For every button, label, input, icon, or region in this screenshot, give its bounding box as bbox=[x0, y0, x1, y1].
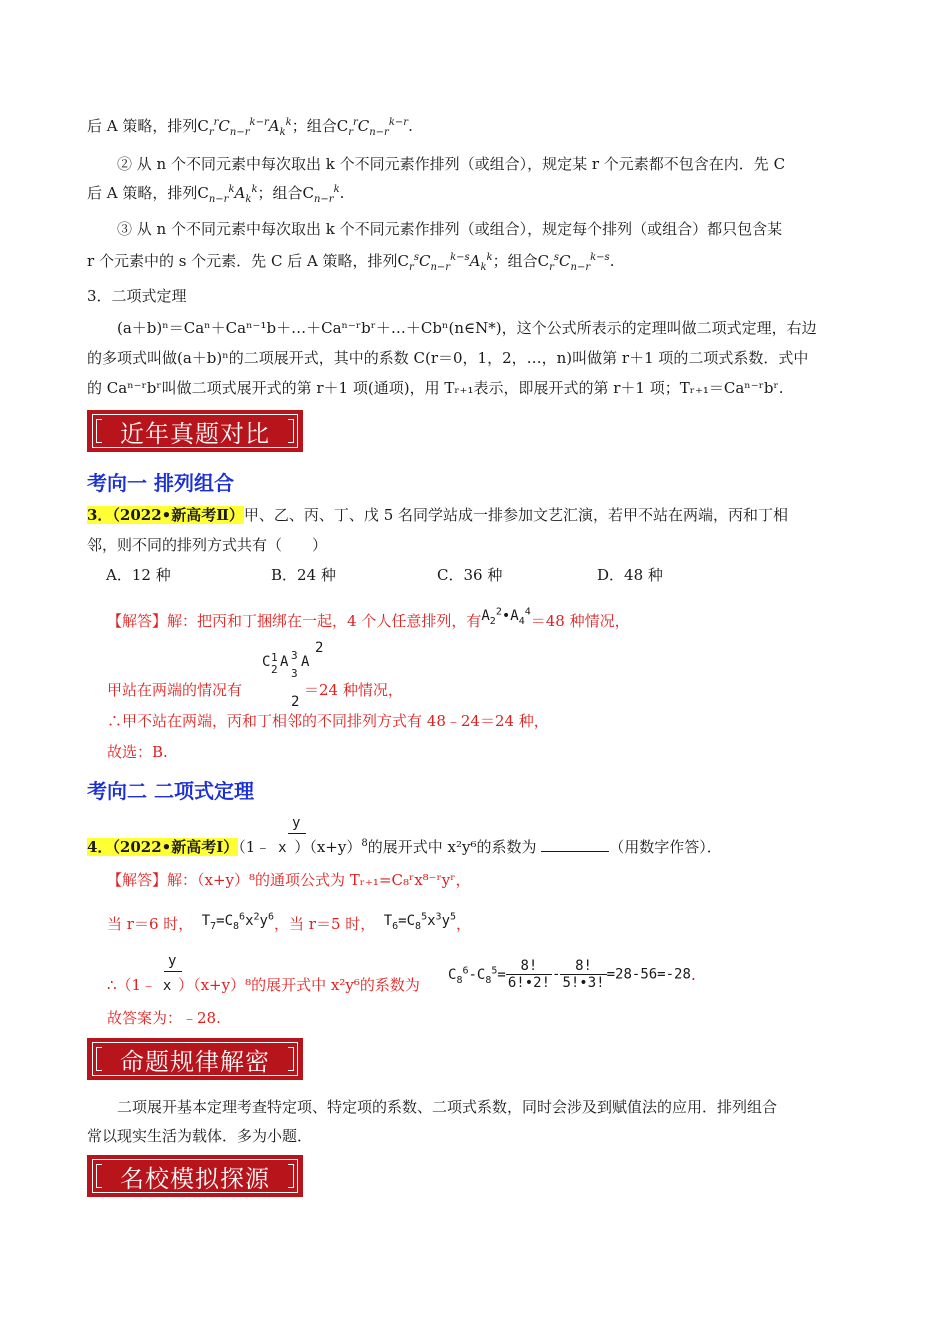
text-line: 的 Caⁿ⁻ʳbʳ叫做二项式展开式的第 r＋1 项(通项)，用 Tᵣ₊₁表示，即展开式的第 r＋1 项；Tᵣ₊₁＝Caⁿ⁻ʳbʳ. bbox=[87, 379, 784, 397]
direction-heading: 考向二 二项式定理 bbox=[87, 779, 254, 803]
question-4: 4．（2022•新高考Ⅰ）（1﹣ x ）$(x+y)^8$的展开式中 x²y⁶的系数为 （用数字作答）． bbox=[87, 838, 722, 856]
option-d: D．48 种 bbox=[597, 566, 663, 584]
answer-line: ∴（1﹣ x ）（x+y）⁸的展开式中 x²y⁶的系数为 bbox=[107, 976, 420, 994]
answer-line: 当 r＝6 时， $T_7=C_8^6x^2y^6$，当 r＝5 时， $T_6=C_8^5x^3y^5$， bbox=[107, 911, 472, 933]
text-line: 二项展开基本定理考查特定项、特定项的系数、二项式系数，同时会涉及到赋值法的应用．排列组合 bbox=[117, 1098, 778, 1116]
fraction-numerator: y bbox=[168, 953, 177, 969]
text-line: 邻，则不同的排列方式共有（ ） bbox=[87, 536, 328, 554]
banner-title: 近年真题对比 bbox=[120, 419, 270, 448]
text-line: (a＋b)ⁿ＝Caⁿ＋Caⁿ⁻¹b＋…＋Caⁿ⁻ʳbʳ＋…＋Cbⁿ(n∈N*)，这个公式所表示的定理叫做二项式定理，右边 bbox=[117, 319, 817, 337]
option-b: B．24 种 bbox=[271, 566, 336, 584]
banner-frame bbox=[92, 1159, 298, 1193]
text-line: ③ 从 n 个不同元素中每次取出 k 个不同元素作排列（或组合），规定每个排列（或组合）都只包含某 bbox=[117, 220, 783, 238]
answer-line: 【解答】解：（x+y）⁸的通项公式为 Tᵣ₊₁=C₈ʳx⁸⁻ʳyʳ， bbox=[107, 871, 471, 889]
text-line: ② 从 n 个不同元素中每次取出 k 个不同元素作排列（或组合），规定某 r 个元素都不包含在内．先 C bbox=[117, 155, 786, 173]
text-line: r 个元素中的 s 个元素．先 C 后 A 策略，排列$C_r^sC_{n-r}^{k-s}A_k^k$；组合$C_r^sC_{n-r}^{k-s}$. bbox=[87, 252, 615, 273]
direction-heading: 考向一 排列组合 bbox=[87, 471, 234, 495]
option-a: A．12 种 bbox=[106, 566, 171, 584]
formula-image: 2 C 1 2 A 3 3 A bbox=[262, 640, 324, 680]
question-tag: 4．（2022•新高考Ⅰ） bbox=[87, 838, 239, 856]
question-tag: 3．（2022•新高考Ⅱ） bbox=[87, 506, 244, 524]
formula-image: $C_8^6-C_8^5=$ $\frac{8!}{6!•2!}$ - $\frac{8!}{5!•3!}$ =28-56=-28. bbox=[448, 958, 696, 991]
fraction-bar bbox=[288, 833, 306, 834]
fraction-bar bbox=[164, 971, 182, 972]
answer-line: 故选：B. bbox=[107, 743, 168, 761]
banner-frame bbox=[92, 1042, 298, 1076]
section-banner bbox=[87, 1155, 303, 1197]
text-line: 常以现实生活为载体．多为小题． bbox=[87, 1127, 313, 1145]
option-c: C．36 种 bbox=[437, 566, 503, 584]
section-banner bbox=[87, 410, 303, 452]
banner-frame bbox=[92, 414, 298, 448]
banner-title: 名校模拟探源 bbox=[120, 1164, 270, 1193]
answer-line: ∴甲不站在两端，丙和丁相邻的不同排列方式有 48﹣24＝24 种， bbox=[107, 712, 549, 730]
fraction-numerator: y bbox=[292, 815, 301, 831]
text-line: 的多项式叫做(a＋b)ⁿ的二项展开式，其中的系数 C(r＝0，1，2，…，n)叫做第 r＋1 项的二项式系数．式中 bbox=[87, 349, 809, 367]
answer-blank bbox=[541, 837, 609, 852]
text-line: 后 A 策略，排列$C_r^rC_{n-r}^{k-r}A_k^k$；组合$C_r^rC_{n-r}^{k-r}$. bbox=[87, 117, 413, 138]
answer-line: 故答案为：﹣28. bbox=[107, 1009, 221, 1027]
banner-title: 命题规律解密 bbox=[120, 1047, 270, 1076]
answer-line: 【解答】解：把丙和丁捆绑在一起，4 个人任意排列，有$A_2^2•A_4^4=48$ 种情况， bbox=[107, 606, 630, 630]
section-banner bbox=[87, 1038, 303, 1080]
text-line: 后 A 策略，排列$C_{n-r}^kA_k^k$；组合$C_{n-r}^k$. bbox=[87, 184, 345, 205]
question-3: 3．（2022•新高考Ⅱ）甲、乙、丙、丁、戊 5 名同学站成一排参加文艺汇演，若甲不站在两端，丙和丁相 bbox=[87, 506, 789, 524]
section-heading: 3．二项式定理 bbox=[87, 287, 187, 305]
answer-line: 甲站在两端的情况有 2 ＝24 种情况， bbox=[107, 681, 403, 710]
